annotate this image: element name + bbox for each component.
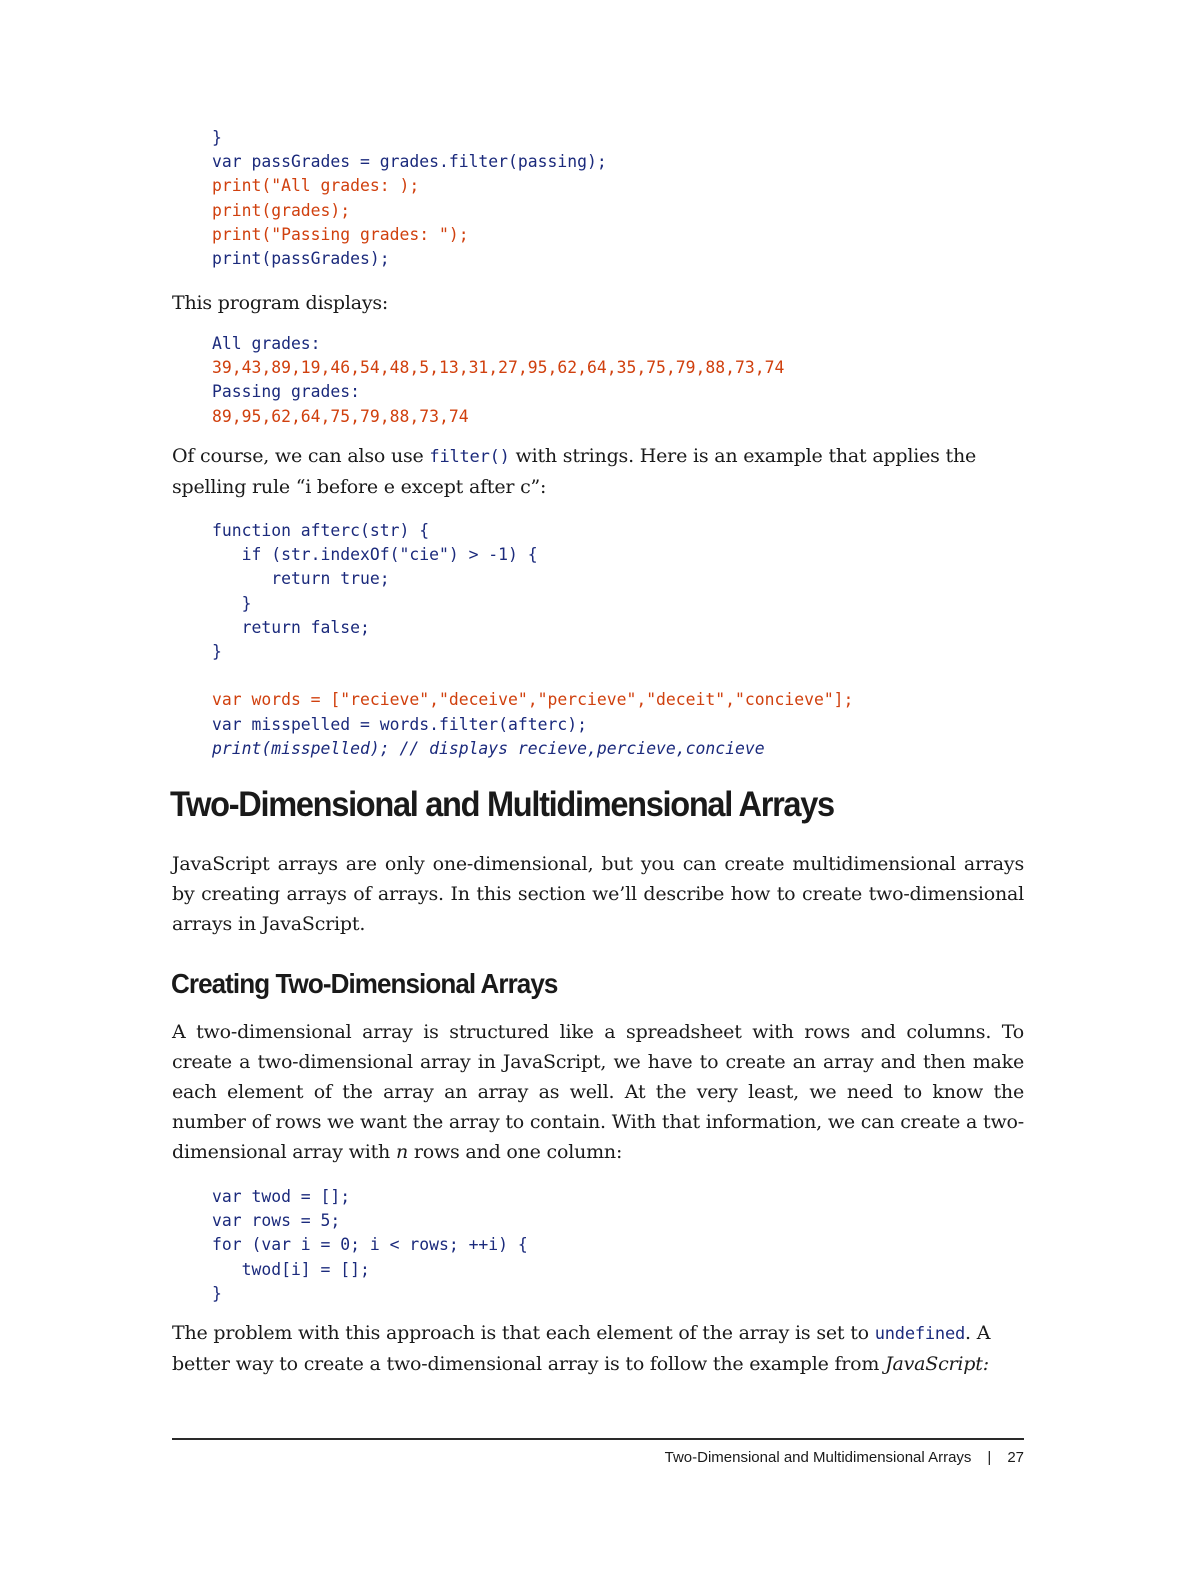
output-line: 39,43,89,19,46,54,48,5,13,31,27,95,62,64,35,75,79,88,73,74 (212, 358, 785, 378)
inline-code: filter() (429, 447, 510, 467)
code-line: var rows = 5; (212, 1211, 341, 1231)
code-line: print(passGrades); (212, 248, 390, 268)
code-block-output (212, 332, 784, 429)
footer-divider (172, 1438, 1024, 1440)
code-line (212, 664, 853, 688)
output-line: 89,95,62,64,75,79,88,73,74 (212, 406, 469, 426)
subsection-heading: Creating Two-Dimensional Arrays (171, 968, 558, 999)
footer-section-title: Two-Dimensional and Multidimensional Arrays (664, 1449, 972, 1466)
code-line: var misspelled = words.filter(afterc); (212, 714, 587, 734)
paragraph-undefined-problem: The problem with this approach is that each element of the array is set to undefined. A better way to create a two-dimensional array is to follow the example from JavaScript: (172, 1322, 991, 1375)
page-footer (665, 1449, 1024, 1466)
code-line: var words = ["recieve","deceive","percieve","deceit","concieve"]; (212, 690, 854, 710)
code-block-afterc (212, 519, 853, 761)
paragraph-filter-strings: Of course, we can also use filter() with strings. Here is an example that applies the spelling rule “i before e except after c”: (172, 445, 977, 498)
code-line: for (var i = 0; i < rows; ++i) { (212, 1235, 528, 1255)
paragraph-two-dim-explained: A two-dimensional array is structured like a spreadsheet with rows and columns. To create a two-dimensional array in JavaScript, we have to create an array and then make each element of the array an array as well. At the very least, we need to know the number of rows we want the array to contain. With that information, we can create a two-dimensional array with n rows and one column: (172, 1021, 1024, 1163)
code-line: function afterc(str) { (212, 521, 430, 540)
code-block-filter-grades (212, 126, 607, 271)
code-line: } (212, 128, 222, 147)
code-line: twod[i] = []; (212, 1259, 370, 1279)
output-line: Passing grades: (212, 382, 361, 402)
paragraph-program-displays: This program displays: (172, 292, 389, 314)
code-line: if (str.indexOf("cie") > -1) { (212, 545, 538, 565)
code-line: return false; (212, 617, 370, 637)
code-line: } (212, 593, 252, 613)
paragraph-arrays-intro: JavaScript arrays are only one-dimensional, but you can create multidimensional arrays by creating arrays of arrays. In this section we’ll describe how to create two-dimensional arrays in JavaScript. (172, 853, 1024, 935)
code-line: var passGrades = grades.filter(passing); (212, 152, 607, 172)
code-line: return true; (212, 569, 390, 589)
inline-code: undefined (874, 1324, 966, 1344)
code-line: print("Passing grades: "); (212, 224, 469, 244)
book-title: JavaScript: (885, 1353, 989, 1375)
code-line: } (212, 641, 222, 661)
code-block-twod (212, 1185, 528, 1306)
variable-n: n (395, 1141, 408, 1163)
code-line: var twod = []; (212, 1187, 351, 1206)
output-line: All grades: (212, 334, 321, 353)
code-line: print(grades); (212, 200, 351, 220)
page-number: 27 (1007, 1449, 1024, 1466)
footer-separator: | (987, 1449, 992, 1466)
code-line: print("All grades: ); (212, 176, 420, 196)
code-line: print(misspelled); // displays recieve,percieve,concieve (212, 738, 765, 758)
code-line: } (212, 1283, 222, 1303)
section-heading: Two-Dimensional and Multidimensional Arrays (170, 785, 834, 824)
